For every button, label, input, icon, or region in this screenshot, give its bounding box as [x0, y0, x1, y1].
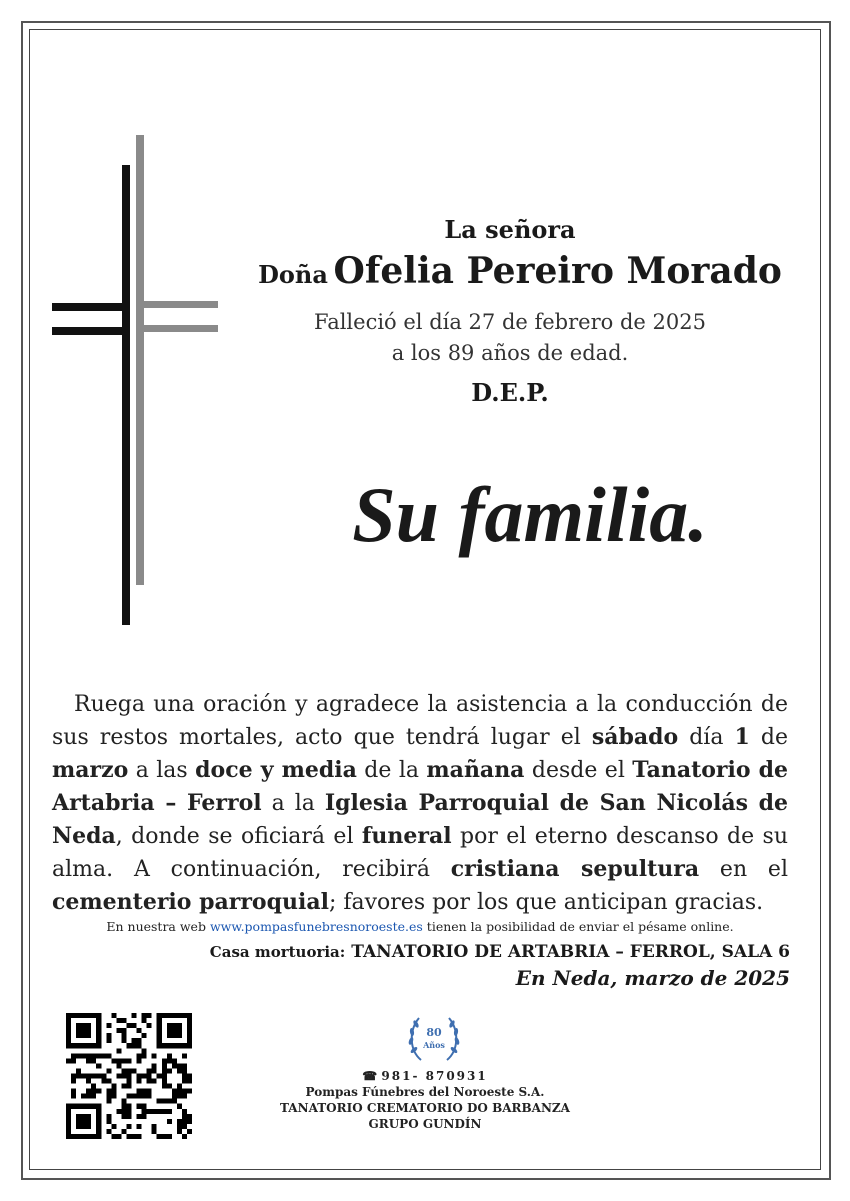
body-emphasis: marzo: [52, 757, 129, 783]
phone-line: [240, 1068, 610, 1084]
mortuary-label: Casa mortuoria:: [209, 943, 346, 961]
phone-number: 981- 870931: [381, 1069, 488, 1083]
death-info: [280, 307, 740, 369]
body-emphasis: mañana: [426, 757, 525, 783]
dep-text: D.E.P.: [471, 378, 549, 407]
age-line: a los 89 años de edad.: [391, 341, 629, 365]
body-segment: a las: [128, 758, 196, 783]
web-prefix: En nuestra web: [106, 919, 206, 934]
body-emphasis: Iglesia Parroquial de San Nicolás de Neda: [52, 790, 789, 849]
web-notice: [52, 919, 788, 934]
intro-text: La señora: [444, 215, 576, 244]
company-line2: TANATORIO CREMATORIO DO BARBANZA: [280, 1101, 570, 1115]
mortuary-value: TANATORIO DE ARTABRIA – FERROL, SALA 6: [351, 942, 790, 962]
company-name: Pompas Fúnebres del Noroeste S.A.: [305, 1085, 545, 1099]
family-heading: Su familia.: [352, 471, 708, 558]
body-segment: a la: [261, 791, 325, 816]
place-date: En Neda, marzo de 2025: [515, 966, 790, 990]
telephone-icon: ☎: [362, 1069, 378, 1083]
body-segment: , donde se oficiará el: [115, 824, 362, 849]
deceased-name-line: [240, 250, 800, 292]
website-link[interactable]: www.pompasfunebresnoroeste.es: [209, 919, 423, 934]
company-info: [240, 1068, 610, 1132]
body-segment: de la: [356, 758, 427, 783]
logo-word: Años: [423, 1040, 445, 1050]
qr-code[interactable]: [66, 1013, 192, 1139]
body-emphasis: sábado: [591, 724, 679, 750]
body-segment: Ruega una oración y agradece la asistencia a la conducción de sus restos mortales, acto que tendrá lugar el: [52, 692, 788, 750]
announcement-body: [52, 688, 788, 919]
deceased-name: Ofelia Pereiro Morado: [333, 250, 782, 292]
body-segment: en el: [699, 857, 788, 882]
body-emphasis: doce y media: [195, 757, 357, 783]
body-segment: día: [678, 725, 735, 750]
laurel-wreath-icon: [403, 1010, 465, 1068]
logo-number: 80: [426, 1026, 442, 1039]
body-emphasis: cementerio parroquial: [52, 889, 329, 915]
honorific: Doña: [258, 260, 328, 289]
body-emphasis: funeral: [361, 823, 452, 849]
mortuary-line: [52, 942, 790, 962]
death-date: Falleció el día 27 de febrero de 2025: [314, 310, 706, 334]
body-emphasis: 1: [734, 724, 750, 750]
body-segment: por el eterno descanso de su alma. A continuación, recibirá: [52, 824, 789, 882]
body-emphasis: Tanatorio de Artabria – Ferrol: [52, 757, 789, 816]
body-emphasis: cristiana sepultura: [450, 856, 700, 882]
body-segment: ; favores por los que anticipan gracias.: [328, 890, 764, 915]
web-suffix: tienen la posibilidad de enviar el pésame online.: [426, 919, 734, 934]
body-segment: desde el: [524, 758, 633, 783]
cross-icon: [50, 135, 220, 630]
body-segment: de: [749, 725, 788, 750]
company-line3: GRUPO GUNDÍN: [368, 1117, 482, 1131]
